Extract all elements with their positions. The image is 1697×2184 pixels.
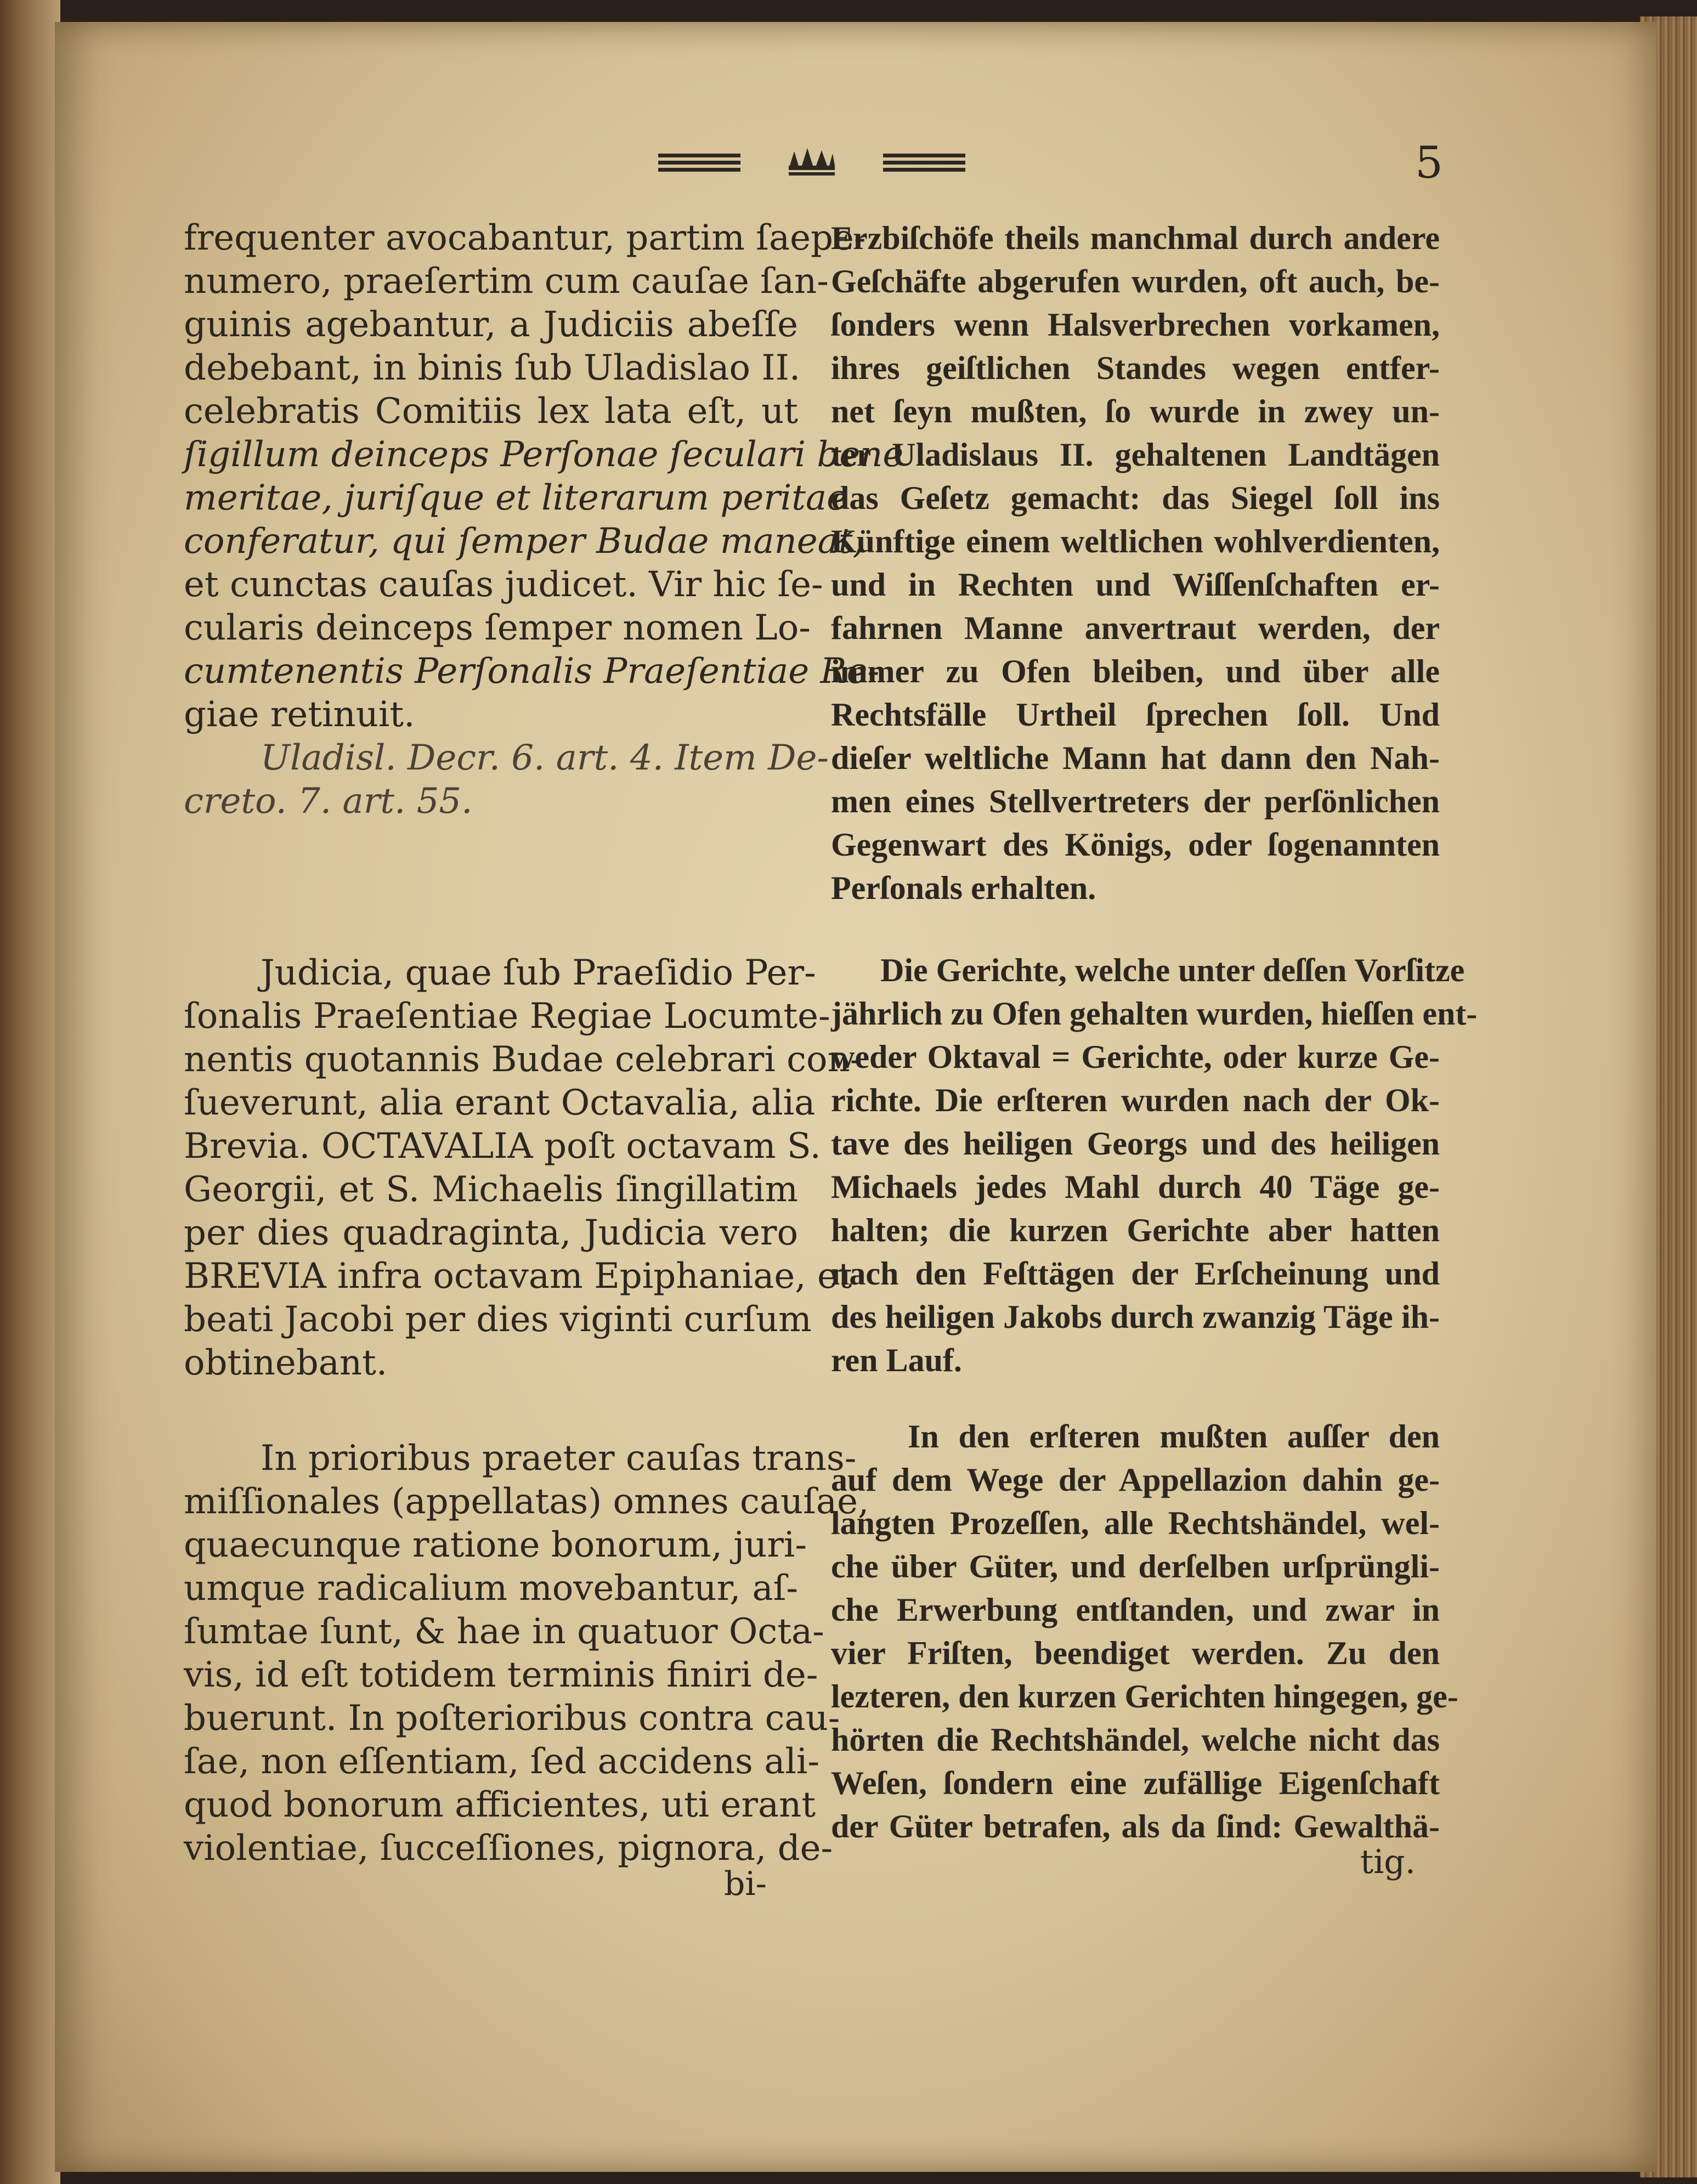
text-line: Brevia. OCTAVALIA poſt octavam S. (184, 1126, 821, 1167)
text-line: Erzbiſchöfe theils manchmal durch andere (831, 220, 1440, 256)
text-line: umque radicalium movebantur, aſ- (184, 1568, 798, 1609)
text-line: immer zu Ofen bleiben, und über alle (831, 653, 1440, 689)
text-line: das Geſetz gemacht: das Siegel ſoll ins (831, 480, 1440, 516)
catchword-right: tig. (1360, 1843, 1416, 1881)
text-line: quod bonorum afficientes, uti erant (184, 1785, 816, 1825)
text-line: ter Uladislaus II. gehaltenen Landtägen (831, 437, 1440, 473)
text-line: Geſchäfte abgerufen wurden, oft auch, be- (831, 263, 1440, 299)
text-line: buerunt. In poſterioribus contra cau- (184, 1698, 840, 1739)
text-line: langten Prozeſſen, alle Rechtshändel, wel- (831, 1505, 1440, 1541)
catchword-left: bi- (724, 1865, 767, 1903)
text-line: ihres geiſtlichen Standes wegen entfer- (831, 350, 1440, 386)
text-line: BREVIA infra octavam Epiphaniae, et (184, 1256, 852, 1297)
text-line: meritae, juriſque et literarum peritae (184, 478, 847, 518)
german-column (831, 217, 1440, 910)
text-line: Weſen, ſondern eine zufällige Eigenſchaft (831, 1765, 1440, 1801)
latin-column-middle (184, 952, 862, 1385)
latin-citation (184, 737, 829, 823)
text-line: et cunctas cauſas judicet. Vir hic ſe- (184, 564, 823, 605)
text-line: richte. Die erſteren wurden nach der Ok- (831, 1082, 1440, 1118)
text-line: Rechtsfälle Urtheil ſprechen ſoll. Und (831, 697, 1440, 733)
text-line: Künftige einem weltlichen wohlverdienten, (831, 523, 1440, 559)
text-line: ſueverunt, alia erant Octavalia, alia (184, 1083, 816, 1123)
page-number: 5 (1415, 137, 1443, 188)
text-line: cumtenentis Perſonalis Praeſentiae Re- (184, 651, 880, 692)
text-line: men eines Stellvertreters der perſönlichen (831, 783, 1440, 819)
text-line: per dies quadraginta, Judicia vero (184, 1213, 798, 1253)
latin-column-bottom (184, 1437, 869, 1870)
text-line: weder Oktaval = Gerichte, oder kurze Ge- (831, 1039, 1440, 1075)
text-line: che Erwerbung entſtanden, und zwar in (831, 1592, 1440, 1628)
citation-line: Uladisl. Decr. 6. art. 4. Item De- (261, 738, 829, 778)
text-line: frequenter avocabantur, partim ſaepe- (184, 218, 866, 258)
latin-paragraph-3 (184, 1437, 869, 1870)
text-line: lezteren, den kurzen Gerichten hingegen, ge- (831, 1678, 1458, 1715)
latin-paragraph-1 (184, 217, 904, 737)
text-line: giae retinuit. (184, 694, 415, 735)
text-line: des heiligen Jakobs durch zwanzig Täge ih- (831, 1299, 1440, 1335)
text-line: ſonders wenn Halsverbrechen vorkamen, (831, 307, 1440, 343)
text-line: auf dem Wege der Appellazion dahin ge- (831, 1462, 1440, 1498)
text-line: net ſeyn mußten, ſo wurde in zwey un- (831, 393, 1440, 429)
text-line: fahrnen Manne anvertraut werden, der (831, 610, 1440, 646)
text-line: Judicia, quae ſub Praeſidio Per- (261, 953, 816, 993)
german-paragraph-2 (831, 949, 1478, 1382)
text-line: Gegenwart des Königs, oder ſogenannten (831, 827, 1440, 863)
text-line: cularis deinceps ſemper nomen Lo- (184, 608, 811, 648)
german-column-middle (831, 949, 1478, 1382)
latin-paragraph-2 (184, 952, 862, 1385)
text-line: conferatur, qui ſemper Budae maneat, (184, 521, 864, 562)
text-line: ſigillum deinceps Perſonae ſeculari bene (184, 434, 904, 475)
text-line: guinis agebantur, a Judiciis abeſſe (184, 304, 798, 345)
text-line: ſumtae ſunt, & hae in quatuor Octa- (184, 1611, 824, 1652)
text-line: quaecunque ratione bonorum, juri- (184, 1525, 807, 1565)
text-line: che über Güter, und derſelben urſprüngli- (831, 1548, 1440, 1585)
text-line: nentis quotannis Budae celebrari con- (184, 1039, 862, 1080)
text-line: vier Friſten, beendiget werden. Zu den (831, 1635, 1440, 1671)
text-line: und in Rechten und Wiſſenſchaften er- (831, 567, 1440, 603)
text-line: obtinebant. (184, 1343, 388, 1383)
text-line: nach den Feſttägen der Erſcheinung und (831, 1255, 1440, 1292)
text-line: Perſonals erhalten. (831, 870, 1096, 906)
book-gutter (0, 0, 60, 2184)
text-line: In den erſteren mußten auſſer den (908, 1418, 1440, 1455)
text-line: vis, id eſt totidem terminis finiri de- (184, 1655, 818, 1695)
text-line: hörten die Rechtshändel, welche nicht das (831, 1722, 1440, 1758)
text-line: ſae, non eſſentiam, ſed accidens ali- (184, 1741, 819, 1782)
text-line: debebant, in binis ſub Uladislao II. (184, 348, 801, 388)
text-line: halten; die kurzen Gerichte aber hatten (831, 1212, 1440, 1248)
text-line: beati Jacobi per dies viginti curſum (184, 1299, 812, 1340)
text-line: numero, praeſertim cum cauſae ſan- (184, 261, 829, 302)
header-ornament (658, 144, 965, 182)
text-line: miſſionales (appellatas) omnes cauſae, (184, 1481, 869, 1522)
text-line: Michaels jedes Mahl durch 40 Täge ge- (831, 1169, 1440, 1205)
text-line: dieſer weltliche Mann hat dann den Nah- (831, 740, 1440, 776)
german-column-bottom (831, 1415, 1458, 1848)
text-line: celebratis Comitiis lex lata eſt, ut (184, 391, 798, 432)
text-line: violentiae, ſucceſſiones, pignora, de- (184, 1828, 833, 1869)
citation-line: creto. 7. art. 55. (184, 781, 473, 822)
text-line: Georgii, et S. Michaelis ſingillatim (184, 1169, 798, 1210)
latin-column (184, 217, 904, 823)
text-line: ren Lauf. (831, 1342, 962, 1378)
text-line: Die Gerichte, welche unter deſſen Vorſitze (880, 952, 1465, 988)
german-paragraph-1 (831, 217, 1440, 910)
text-line: tave des heiligen Georgs und des heiligen (831, 1125, 1440, 1162)
text-line: der Güter betrafen, als da ſind: Gewalthä- (831, 1808, 1440, 1844)
text-line: ſonalis Praeſentiae Regiae Locumte- (184, 996, 830, 1037)
text-line: jährlich zu Ofen gehalten wurden, hieſſen ent- (831, 995, 1478, 1032)
german-paragraph-3 (831, 1415, 1458, 1848)
text-line: In prioribus praeter cauſas trans- (261, 1438, 857, 1479)
